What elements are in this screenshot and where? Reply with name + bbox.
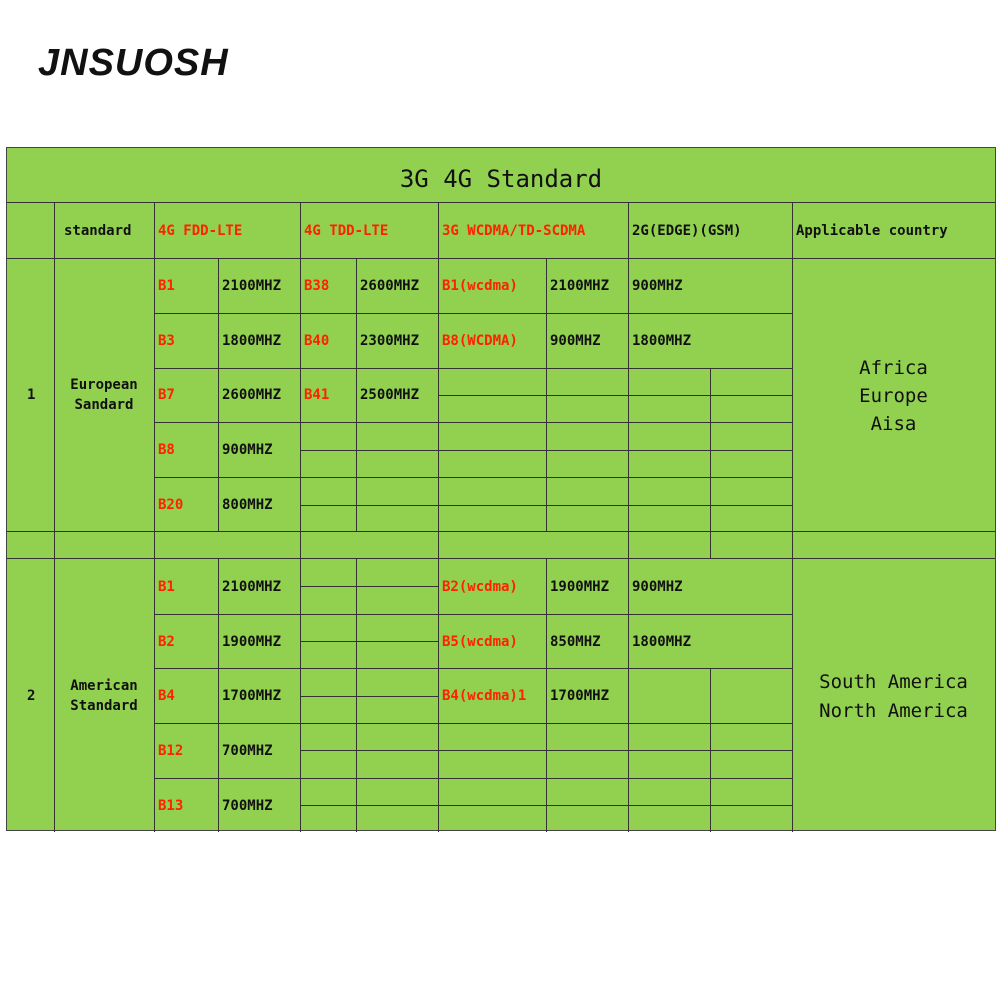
- grid-line: [54, 202, 55, 832]
- grid-line: [300, 202, 301, 832]
- fdd-freq: 1800MHZ: [222, 333, 282, 349]
- standard-name: American: [70, 678, 138, 694]
- tdd-band: B41: [304, 387, 330, 403]
- wcdma-freq: 1700MHZ: [550, 688, 610, 704]
- fdd-freq: 2100MHZ: [222, 579, 282, 595]
- grid-line: [7, 531, 995, 532]
- frequency-table: [6, 147, 996, 831]
- fdd-band: B12: [158, 743, 184, 759]
- grid-line: [546, 258, 547, 531]
- wcdma-freq: 900MHZ: [550, 333, 601, 349]
- standard-name: Sandard: [74, 397, 134, 413]
- grid-line: [154, 202, 155, 832]
- grid-line: [7, 202, 995, 203]
- fdd-band: B2: [158, 634, 175, 650]
- standard-name: European: [70, 377, 138, 393]
- grid-line: [438, 395, 792, 396]
- gsm-freq: 1800MHZ: [632, 333, 692, 349]
- fdd-band: B8: [158, 442, 175, 458]
- country-name: Europe: [859, 385, 928, 407]
- wcdma-freq: 2100MHZ: [550, 278, 610, 294]
- gsm-freq: 900MHZ: [632, 278, 683, 294]
- fdd-band: B1: [158, 579, 175, 595]
- wcdma-band: B8(WCDMA): [442, 333, 518, 349]
- grid-line: [792, 202, 793, 832]
- header-tdd-lte: 4G TDD-LTE: [304, 223, 389, 239]
- grid-line: [154, 614, 792, 615]
- grid-line: [356, 258, 357, 531]
- wcdma-band: B4(wcdma)1: [442, 688, 527, 704]
- fdd-freq: 700MHZ: [222, 743, 273, 759]
- wcdma-freq: 850MHZ: [550, 634, 601, 650]
- grid-line: [154, 422, 792, 423]
- group-index: 1: [27, 387, 36, 403]
- fdd-band: B3: [158, 333, 175, 349]
- grid-line: [628, 202, 629, 832]
- fdd-freq: 2600MHZ: [222, 387, 282, 403]
- fdd-freq: 800MHZ: [222, 497, 273, 513]
- country-name: South America: [819, 671, 968, 693]
- gsm-freq: 900MHZ: [632, 579, 683, 595]
- grid-line: [7, 258, 995, 259]
- grid-line: [154, 477, 792, 478]
- fdd-freq: 900MHZ: [222, 442, 273, 458]
- fdd-freq: 1700MHZ: [222, 688, 282, 704]
- grid-line: [218, 558, 219, 832]
- tdd-freq: 2300MHZ: [360, 333, 420, 349]
- country-name: Aisa: [870, 413, 917, 435]
- fdd-band: B4: [158, 688, 175, 704]
- country-name: Africa: [859, 357, 928, 379]
- gsm-freq: 1800MHZ: [632, 634, 692, 650]
- grid-line: [154, 668, 792, 669]
- grid-line: [300, 696, 438, 697]
- fdd-band: B7: [158, 387, 175, 403]
- wcdma-band: B1(wcdma): [442, 278, 518, 294]
- grid-line: [300, 641, 438, 642]
- header-standard: standard: [64, 223, 132, 239]
- grid-line: [438, 202, 439, 832]
- fdd-band: B1: [158, 278, 175, 294]
- fdd-band: B20: [158, 497, 184, 513]
- group-index: 2: [27, 688, 36, 704]
- grid-line: [710, 368, 711, 558]
- grid-line: [154, 368, 792, 369]
- grid-line: [218, 258, 219, 531]
- wcdma-freq: 1900MHZ: [550, 579, 610, 595]
- grid-line: [154, 778, 792, 779]
- fdd-freq: 700MHZ: [222, 798, 273, 814]
- brand-logo: JNSUOSH: [38, 42, 229, 84]
- header-wcdma: 3G WCDMA/TD-SCDMA: [442, 223, 586, 239]
- grid-line: [154, 723, 792, 724]
- wcdma-band: B5(wcdma): [442, 634, 518, 650]
- table-title: 3G 4G Standard: [399, 165, 603, 193]
- fdd-freq: 2100MHZ: [222, 278, 282, 294]
- tdd-band: B38: [304, 278, 330, 294]
- standard-name: Standard: [70, 698, 138, 714]
- wcdma-band: B2(wcdma): [442, 579, 518, 595]
- grid-line: [356, 558, 357, 832]
- grid-line: [710, 668, 711, 832]
- grid-line: [300, 586, 438, 587]
- tdd-band: B40: [304, 333, 330, 349]
- grid-line: [7, 558, 995, 559]
- grid-line: [154, 313, 792, 314]
- tdd-freq: 2600MHZ: [360, 278, 420, 294]
- fdd-band: B13: [158, 798, 184, 814]
- header-country: Applicable country: [796, 223, 948, 239]
- fdd-freq: 1900MHZ: [222, 634, 282, 650]
- header-gsm: 2G(EDGE)(GSM): [632, 223, 742, 239]
- tdd-freq: 2500MHZ: [360, 387, 420, 403]
- header-fdd-lte: 4G FDD-LTE: [158, 223, 243, 239]
- grid-line: [546, 558, 547, 832]
- country-name: North America: [819, 700, 968, 722]
